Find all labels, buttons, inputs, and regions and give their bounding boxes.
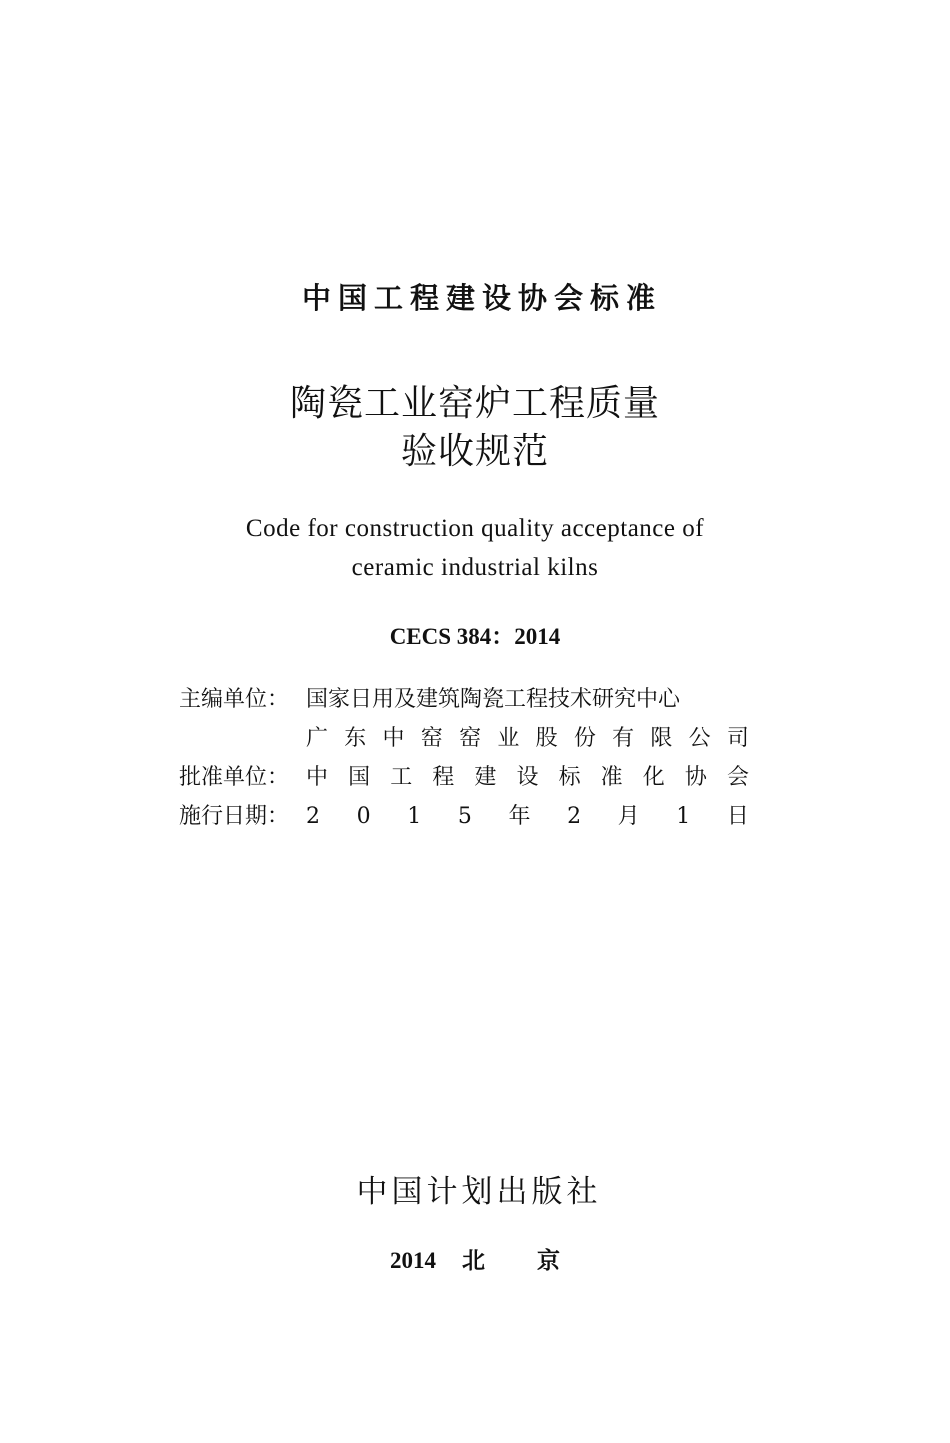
approver-org [306, 758, 749, 797]
approver-org-char: 会 [726, 765, 749, 790]
approver-org-char: 化 [642, 765, 665, 790]
editor-org-2-char: 东 [344, 726, 367, 751]
editor-org-2-char: 有 [612, 726, 635, 751]
effective-date-char: 日 [726, 804, 749, 829]
info-block [179, 680, 749, 836]
editor-org-2-char: 公 [688, 726, 711, 751]
publisher: 中国计划出版社 [356, 1174, 602, 1210]
publish-city-char-2: 京 [537, 1247, 560, 1274]
standard-code: CECS 384：2014 [389, 624, 561, 649]
publish-place-year [0, 1242, 950, 1275]
editor-org-2-char: 份 [573, 726, 596, 751]
chinese-title-line-1: 陶瓷工业窑炉工程质量 [289, 383, 660, 424]
publish-city-char-1: 北 [462, 1247, 485, 1274]
approver-row [179, 758, 749, 797]
editor-org-2-char: 广 [306, 726, 329, 751]
editor-row-2 [179, 719, 749, 758]
approver-org-char: 标 [558, 765, 581, 790]
approver-org-char: 协 [684, 765, 707, 790]
english-title-line-2: ceramic industrial kilns [351, 554, 599, 581]
effective-date-char: 2 [567, 804, 582, 829]
approver-org-char: 准 [600, 765, 623, 790]
effective-date-char: 0 [356, 804, 371, 829]
effective-label: 施行日期： [179, 804, 290, 829]
editor-row [179, 680, 749, 719]
english-title-line-1: Code for construction quality acceptance of [245, 515, 705, 542]
editor-org-2-char: 业 [497, 726, 520, 751]
effective-date-char: 5 [457, 804, 472, 829]
editor-org-2-char: 窑 [420, 726, 443, 751]
effective-date-char: 2 [306, 804, 320, 829]
approver-org-char: 国 [348, 765, 371, 790]
editor-label-spacer [179, 719, 306, 758]
approver-org-char: 工 [390, 765, 413, 790]
approver-label: 批准单位： [179, 765, 290, 790]
editor-org-1: 国家日用及建筑陶瓷工程技术研究中心 [306, 687, 681, 712]
effective-date-char: 月 [617, 804, 640, 829]
editor-org-2-char: 中 [382, 726, 405, 751]
chinese-title [0, 380, 950, 476]
approver-org-char: 设 [516, 765, 539, 790]
editor-org-2-char: 窑 [459, 726, 482, 751]
english-title [0, 509, 950, 587]
editor-org-2 [306, 719, 749, 758]
effective-date-char: 年 [508, 804, 531, 829]
effective-date [306, 797, 749, 836]
editor-org-2-char: 限 [650, 726, 673, 751]
effective-date-char: 1 [407, 804, 422, 829]
approver-org-char: 建 [474, 765, 497, 790]
editor-label: 主编单位： [179, 687, 290, 712]
effective-row [179, 797, 749, 836]
series-title: 中国工程建设协会标准 [301, 281, 662, 315]
editor-org-2-char: 股 [535, 726, 558, 751]
approver-org-char: 中 [306, 765, 329, 790]
editor-org-2-char: 司 [726, 726, 749, 751]
approver-org-char: 程 [432, 765, 455, 790]
effective-date-char: 1 [676, 804, 691, 829]
chinese-title-line-2: 验收规范 [400, 431, 549, 472]
publish-year: 2014 [390, 1248, 436, 1273]
